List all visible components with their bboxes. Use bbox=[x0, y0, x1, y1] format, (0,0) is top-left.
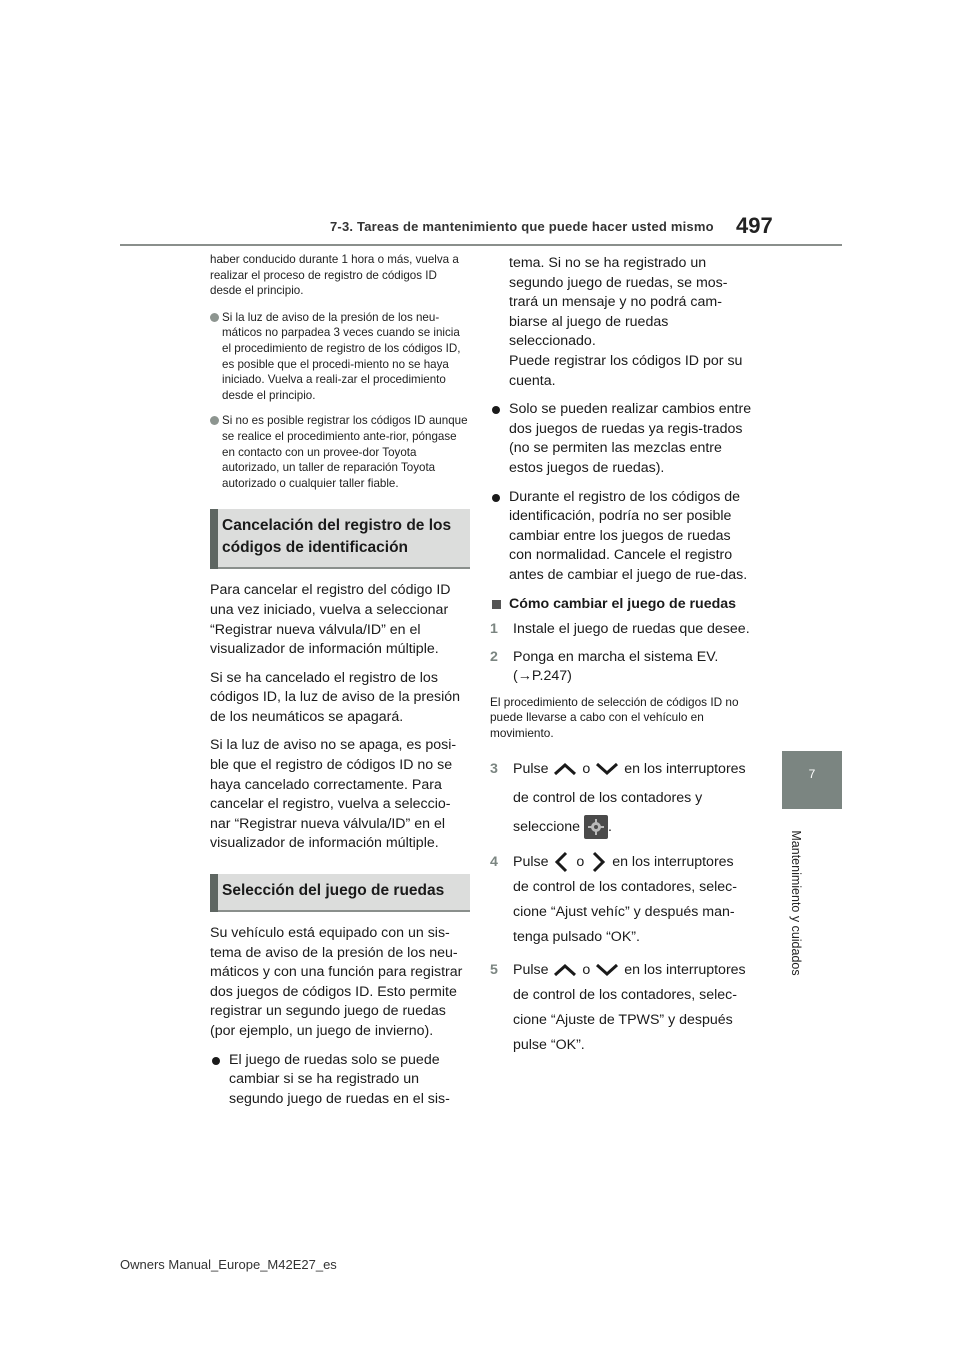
step-text: de control de los contadores, selec- bbox=[513, 987, 737, 1004]
bullet-text: Durante el registro de los códigos de identificación, podría no ser posible cambiar entre los juegos de ruedas con normalidad. Cancele el registro antes de cambiar el juego de rue-das. bbox=[509, 488, 748, 583]
bullet-continued: tema. Si no se ha registrado un segundo juego de ruedas, se mos-trará un mensaje y no podrá cam-biarse al juego de ruedas seleccionado. bbox=[509, 255, 728, 350]
bullet-text: Solo se pueden realizar cambios entre dos juegos de ruedas ya regis-trados (no se permiten las mezclas entre estos juegos de ruedas). bbox=[509, 401, 752, 476]
right-column bbox=[490, 254, 752, 1066]
step-5 bbox=[490, 958, 752, 1058]
chapter-label bbox=[784, 820, 808, 985]
left-arrow-icon bbox=[552, 851, 572, 873]
step-2 bbox=[490, 648, 752, 687]
note-item bbox=[210, 413, 470, 491]
step-text: cione “Ajuste de TPWS” y después bbox=[513, 1012, 733, 1029]
step-text: en los interruptores bbox=[612, 854, 734, 871]
square-bullet-icon bbox=[492, 600, 501, 609]
step-text: de control de los contadores y bbox=[513, 790, 703, 807]
step-3: 3 Pulse o en los interruptores de control de los contadores y seleccione . bbox=[490, 755, 752, 842]
bullet-icon bbox=[210, 416, 219, 425]
step-4 bbox=[490, 850, 752, 950]
left-column bbox=[210, 252, 470, 1118]
step-text: Instale el juego de ruedas que desee. bbox=[513, 621, 750, 638]
chapter-number-tab: 7 bbox=[782, 751, 842, 809]
section-heading-wheel-set: Selección del juego de ruedas bbox=[210, 874, 470, 912]
step-text: en los interruptores bbox=[624, 761, 746, 778]
step-number: 3 bbox=[490, 761, 498, 778]
bullet-icon bbox=[212, 1057, 220, 1065]
paragraph: Para cancelar el registro del código ID una vez iniciado, vuelva a seleccionar “Registrar nueva válvula/ID” en el visualizador de información múltiple. bbox=[210, 582, 451, 658]
down-arrow-icon bbox=[594, 761, 620, 777]
step-text: Ponga en marcha el sistema EV. bbox=[513, 648, 719, 665]
page-number: 497 bbox=[736, 213, 773, 238]
section-heading-cancel: Cancelación del registro de los códigos de identificación bbox=[210, 509, 470, 569]
subheading-text: Cómo cambiar el juego de ruedas bbox=[509, 595, 737, 612]
section-title: 7-3. Tareas de mantenimiento que puede hacer usted mismo bbox=[330, 219, 714, 234]
up-arrow-icon bbox=[552, 761, 578, 777]
paragraph: Su vehículo está equipado con un sis-tema de aviso de la presión de los neu-máticos y con una función para registrar dos juegos de códigos ID. Esto permite registrar un segundo juego de ruedas (por ejemplo, un juego de invierno). bbox=[210, 925, 463, 1039]
step-number: 2 bbox=[490, 648, 498, 665]
settings-icon bbox=[584, 815, 608, 839]
bullet-icon bbox=[210, 313, 219, 322]
step-text: tenga pulsado “OK”. bbox=[513, 929, 640, 946]
step-text: de control de los contadores, selec- bbox=[513, 879, 737, 896]
right-arrow-icon bbox=[588, 851, 608, 873]
note-item bbox=[210, 310, 470, 404]
step-text: o bbox=[582, 761, 591, 778]
step-text: cione “Ajust vehíc” y después man- bbox=[513, 904, 735, 921]
footer-text: Owners Manual_Europe_M42E27_es bbox=[120, 1257, 337, 1272]
note-continued: haber conducido durante 1 hora o más, vuelva a realizar el proceso de registro de códigos ID desde el principio. bbox=[210, 253, 459, 298]
step-number: 5 bbox=[490, 962, 498, 979]
step-number: 1 bbox=[490, 621, 498, 638]
bullet-text: El juego de ruedas solo se puede cambiar si se ha registrado un segundo juego de ruedas en el sis- bbox=[229, 1051, 450, 1107]
page-reference: (→P.247) bbox=[513, 668, 572, 685]
bullet-item bbox=[490, 400, 752, 478]
step-text: en los interruptores bbox=[624, 962, 746, 979]
paragraph: Si se ha cancelado el registro de los códigos ID, la luz de aviso de la presión de los neumáticos se apagará. bbox=[210, 669, 460, 725]
gear-icon bbox=[587, 818, 605, 836]
note-text: Si la luz de aviso de la presión de los neu-máticos no parpadea 3 veces cuando se inicia el procedimiento de registro de los códigos ID, es posible que el procedi-miento no se haya iniciado. Vuelva a reali-zar el procedimiento desde el principio. bbox=[222, 310, 461, 402]
step-text: o bbox=[576, 854, 585, 871]
bullet-item bbox=[490, 488, 752, 586]
cancel-section-body bbox=[210, 581, 470, 854]
chapter-label-text: Mantenimiento y cuidados bbox=[789, 829, 803, 976]
note-text: Si no es posible registrar los códigos ID aunque se realice el procedimiento ante-rior, póngase en contacto con un provee-dor Toyota autorizado, un taller de reparación Toyota autorizado o cualquier taller fiable. bbox=[222, 414, 468, 490]
bullet-continued-2: Puede registrar los códigos ID por su cuenta. bbox=[509, 352, 743, 389]
bullet-icon bbox=[492, 494, 500, 502]
step-1 bbox=[490, 620, 752, 640]
step-text: Pulse bbox=[513, 854, 549, 871]
paragraph: Si la luz de aviso no se apaga, es posi-ble que el registro de códigos ID no se haya cancelado correctamente. Para cancelar el registro, vuelva a seleccio-nar “Registrar nueva válvula/ID” en el visualizador de información múltiple. bbox=[210, 737, 457, 852]
up-arrow-icon bbox=[552, 962, 578, 978]
note-text: El procedimiento de selección de códigos ID no puede llevarse a cabo con el vehículo en movimiento. bbox=[490, 694, 739, 740]
header-divider bbox=[120, 244, 842, 246]
bullet-icon bbox=[492, 406, 500, 414]
step-text: o bbox=[582, 962, 591, 979]
wheel-set-section-body bbox=[210, 924, 470, 1109]
bullet-item bbox=[210, 1051, 470, 1110]
step-text: pulse “OK”. bbox=[513, 1037, 585, 1054]
subheading-change-wheels bbox=[490, 595, 752, 615]
step-text: Pulse bbox=[513, 761, 549, 778]
notes-block bbox=[210, 252, 470, 491]
step-text: Pulse bbox=[513, 962, 549, 979]
step-text: seleccione bbox=[513, 819, 581, 836]
down-arrow-icon bbox=[594, 962, 620, 978]
step-number: 4 bbox=[490, 854, 498, 871]
